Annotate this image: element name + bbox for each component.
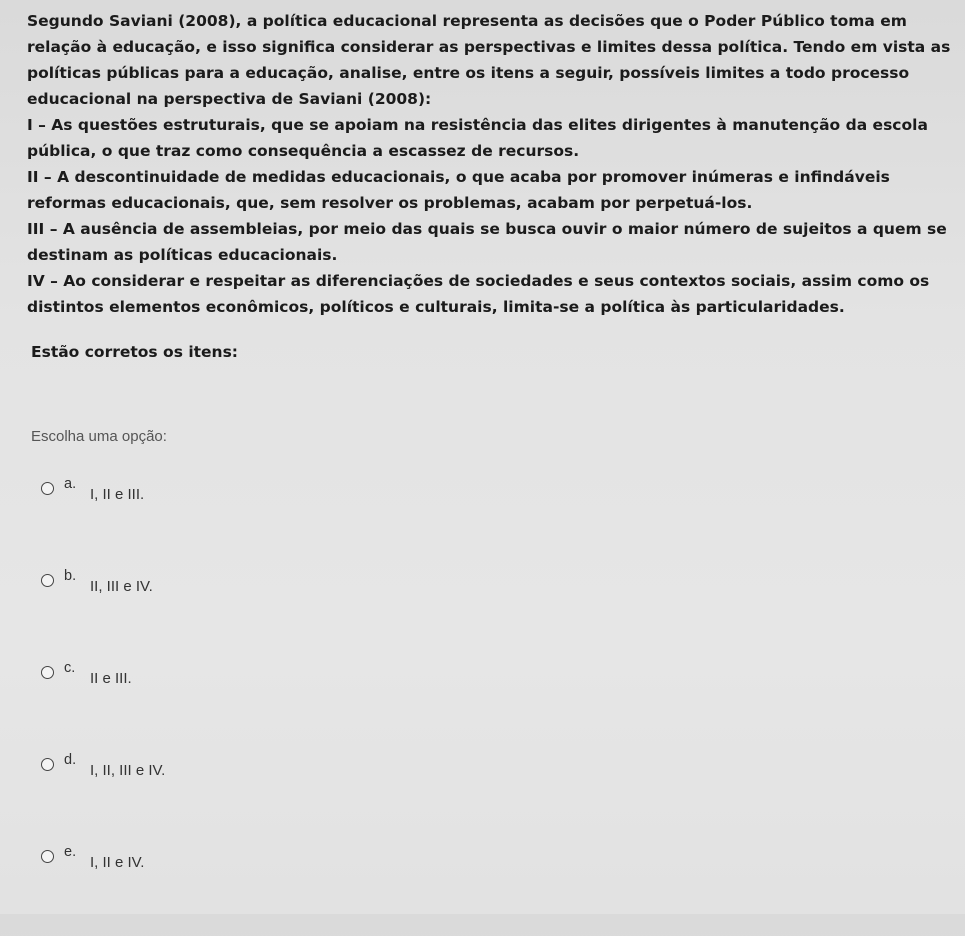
option-text[interactable]: II, III e IV. [90,578,153,595]
question-text [27,8,951,320]
option-letter: c. [64,660,76,676]
option-text[interactable]: I, II, III e IV. [90,762,166,779]
question-item-i-cont: pública, o que traz como consequência a escassez de recursos. [27,142,580,160]
question-item-iii: III – A ausência de assembleias, por meio das quais se busca ouvir o maior número de sujeitos a quem se [27,220,947,238]
radio-button-d[interactable] [41,758,54,771]
answer-prompt: Estão corretos os itens: [31,343,239,361]
option-e[interactable] [41,844,165,936]
radio-button-e[interactable] [41,850,54,863]
option-text[interactable]: I, II e III. [90,486,145,503]
option-letter: b. [64,568,77,584]
radio-button-a[interactable] [41,482,54,495]
option-letter: d. [64,752,77,768]
option-text[interactable]: I, II e IV. [90,854,145,871]
option-letter: a. [64,476,77,492]
question-item-ii: II – A descontinuidade de medidas educacionais, o que acaba por promover inúmeras e infindáveis [27,168,890,186]
radio-button-b[interactable] [41,574,54,587]
option-text[interactable]: II e III. [90,670,132,687]
option-a[interactable] [41,476,165,568]
radio-button-c[interactable] [41,666,54,679]
question-item-iv-cont: distintos elementos econômicos, políticos e culturais, limita-se a política às particularidades. [27,298,845,316]
option-b[interactable] [41,568,165,660]
question-line: políticas públicas para a educação, analise, entre os itens a seguir, possíveis limites a todo processo [27,64,910,82]
question-line: educacional na perspectiva de Saviani (2008): [27,90,432,108]
choose-option-label: Escolha uma opção: [31,428,167,445]
question-item-iv: IV – Ao considerar e respeitar as diferenciações de sociedades e seus contextos sociais, assim como os [27,272,930,290]
question-item-i: I – As questões estruturais, que se apoiam na resistência das elites dirigentes à manutenção da escola [27,116,928,134]
option-c[interactable] [41,660,165,752]
answer-options [41,476,165,936]
question-item-ii-cont: reformas educacionais, que, sem resolver os problemas, acabam por perpetuá-los. [27,194,753,212]
question-item-iii-cont: destinam as políticas educacionais. [27,246,338,264]
question-line: relação à educação, e isso significa considerar as perspectivas e limites dessa política. Tendo em vista as [27,38,951,56]
question-line: Segundo Saviani (2008), a política educacional representa as decisões que o Poder Público toma em [27,12,907,30]
option-d[interactable] [41,752,165,844]
option-letter: e. [64,844,77,860]
